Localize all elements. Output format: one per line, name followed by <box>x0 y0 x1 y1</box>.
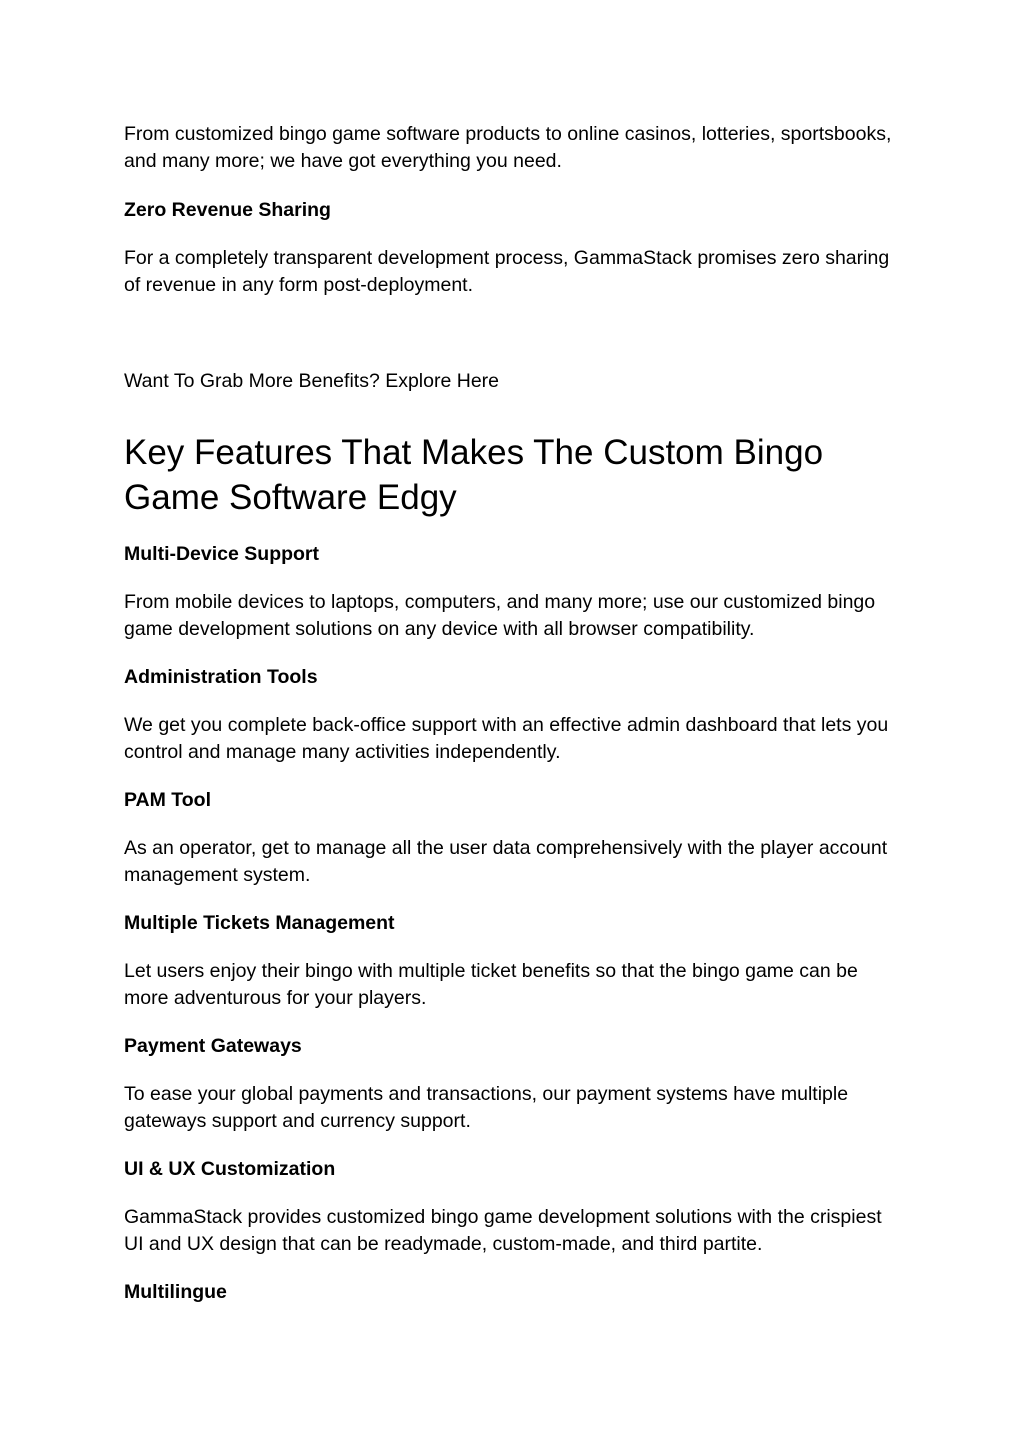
feature-heading-multi-device: Multi-Device Support <box>124 543 320 565</box>
feature-heading-payment-gateways: Payment Gateways <box>124 1035 302 1057</box>
zero-revenue-text: For a completely transparent development process, GammaStack promises zero sharing of revenue in any form post-deployment. <box>124 247 890 296</box>
section-heading: Key Features That Makes The Custom Bingo Game Software Edgy <box>124 433 824 517</box>
feature-heading-administration-tools: Administration Tools <box>124 666 318 688</box>
feature-text-ui-ux: GammaStack provides customized bingo game development solutions with the crispiest UI and UX design that can be readymade, custom-made, and third partite. <box>124 1206 882 1255</box>
intro-paragraph: From customized bingo game software products to online casinos, lotteries, sportsbooks, and many more; we have got everything you need. <box>124 123 892 172</box>
feature-text-pam-tool: As an operator, get to manage all the user data comprehensively with the player account management system. <box>124 837 888 886</box>
feature-heading-ui-ux: UI & UX Customization <box>124 1158 336 1180</box>
feature-text-administration-tools: We get you complete back-office support with an effective admin dashboard that lets you control and manage many activities independently. <box>124 714 889 763</box>
feature-heading-multilingue: Multilingue <box>124 1281 227 1303</box>
feature-heading-multiple-tickets: Multiple Tickets Management <box>124 912 395 934</box>
zero-revenue-heading: Zero Revenue Sharing <box>124 199 331 221</box>
explore-cta-text: Want To Grab More Benefits? Explore Here <box>124 370 500 392</box>
feature-heading-pam-tool: PAM Tool <box>124 789 212 811</box>
feature-text-multi-device: From mobile devices to laptops, computers, and many more; use our customized bingo game development solutions on any device with all browser compatibility. <box>124 591 876 640</box>
feature-text-payment-gateways: To ease your global payments and transactions, our payment systems have multiple gateways support and currency support. <box>124 1083 849 1132</box>
feature-text-multiple-tickets: Let users enjoy their bingo with multiple ticket benefits so that the bingo game can be more adventurous for your players. <box>124 960 858 1009</box>
